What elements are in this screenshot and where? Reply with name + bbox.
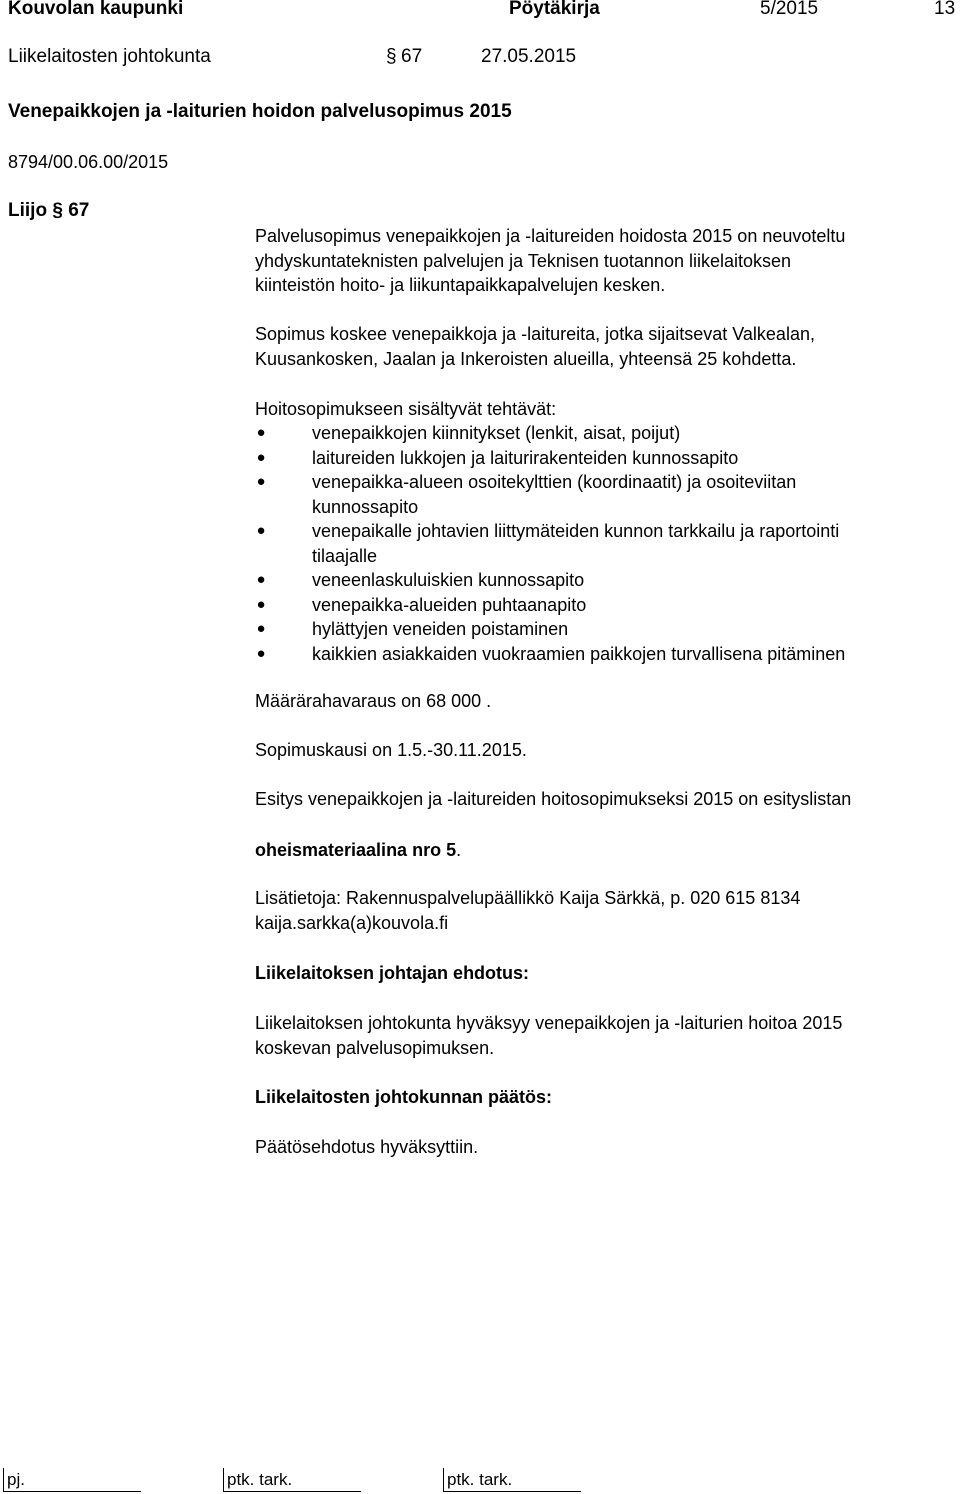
bullet-icon: ●	[256, 473, 266, 490]
bullet-icon: ●	[256, 448, 266, 466]
meeting-date: 27.05.2015	[481, 46, 577, 67]
decision-text: Päätösehdotus hyväksyttiin.	[255, 1137, 479, 1157]
proposal-heading: Liikelaitoksen johtajan ehdotus:	[255, 963, 530, 983]
proposal-line: koskevan palvelusopimuksen.	[255, 1037, 495, 1058]
checker2-signature-label: ptk. tark.	[447, 1470, 513, 1489]
signature-divider	[3, 1468, 4, 1492]
bullet-icon: ●	[256, 620, 266, 637]
bullet-icon: ●	[256, 644, 266, 662]
list-item: ● veneenlaskuluiskien kunnossapito	[255, 568, 955, 593]
attachment-ref-end: .	[456, 840, 462, 860]
proposal-line: Liikelaitoksen johtokunta hyväksyy venepaikkojen ja -laiturien hoitoa 2015	[255, 1013, 843, 1033]
tasks-list	[255, 421, 955, 666]
proposal-text	[255, 1011, 955, 1060]
tasks-intro	[255, 397, 955, 422]
list-item: ● venepaikka-alueen osoitekylttien (koordinaatit) ja osoiteviitan kunnossapito	[256, 472, 797, 517]
signature-divider	[223, 1468, 224, 1492]
section-label-prefix: Liijo	[8, 200, 48, 221]
contact-info	[255, 886, 955, 935]
section-label	[8, 199, 89, 224]
signature-divider	[443, 1468, 444, 1492]
appropriation-text: Määrärahavaraus on 68 000 .	[255, 691, 492, 711]
contract-period: Sopimuskausi on 1.5.-30.11.2015.	[255, 740, 527, 760]
paragraph-line: kiinteistön hoito- ja liikuntapaikkapalvelujen kesken.	[255, 275, 666, 295]
attachment-reference	[255, 838, 461, 863]
paragraph-scope	[255, 322, 955, 371]
list-item: ● kaikkien asiakkaiden vuokraamien paikkojen turvallisena pitäminen	[255, 642, 955, 667]
checker1-signature-line	[223, 1491, 361, 1492]
bullet-icon: ●	[256, 571, 266, 588]
bullet-icon: ●	[256, 522, 266, 539]
checker1-signature-label: ptk. tark.	[227, 1470, 293, 1489]
checker2-signature-line	[443, 1491, 581, 1492]
list-item: ● venepaikkojen kiinnitykset (lenkit, aisat, poijut)	[255, 421, 955, 446]
paragraph-intro	[255, 224, 955, 298]
record-number: 8794/00.06.00/2015	[8, 152, 169, 172]
paragraph-line: yhdyskuntateknisten palvelujen ja Teknisen tuotannon liikelaitoksen	[255, 250, 792, 271]
paragraph-line: Palvelusopimus venepaikkojen ja -laitureiden hoidosta 2015 on neuvoteltu	[255, 226, 846, 246]
attachment-line: Esitys venepaikkojen ja -laitureiden hoitosopimukseksi 2015 on esityslistan	[255, 789, 852, 809]
attachment-ref-bold: oheismateriaalina nro 5	[255, 840, 457, 860]
paragraph-line: Sopimus koskee venepaikkoja ja -laitureita, jotka sijaitsevat Valkealan,	[255, 324, 815, 344]
chair-signature-label: pj.	[7, 1470, 25, 1489]
page-number: 13	[934, 0, 956, 19]
section-label-mark: §	[52, 200, 63, 221]
section-number: 67	[401, 46, 423, 67]
bullet-icon: ●	[256, 595, 266, 613]
bullet-icon: ●	[256, 424, 266, 441]
tasks-intro-text: Hoitosopimukseen sisältyvät tehtävät:	[255, 399, 557, 419]
document-type: Pöytäkirja	[509, 0, 600, 19]
section-label-number: 67	[68, 200, 90, 221]
contact-email: kaija.sarkka(a)kouvola.fi	[255, 912, 449, 933]
list-item: ● venepaikalle johtavien liittymäteiden kunnon tarkkailu ja raportointi tilaajalle	[256, 521, 840, 566]
decision-heading: Liikelaitosten johtokunnan päätös:	[255, 1087, 553, 1107]
organization-name: Kouvolan kaupunki	[8, 0, 184, 19]
section-mark: §	[386, 46, 397, 67]
list-item: ● laitureiden lukkojen ja laiturirakenteiden kunnossapito	[255, 446, 955, 471]
chair-signature-line	[3, 1491, 141, 1492]
list-item: ● venepaikka-alueiden puhtaanapito	[255, 593, 955, 618]
document-number: 5/2015	[760, 0, 819, 19]
body-name: Liikelaitosten johtokunta	[8, 46, 211, 67]
list-item: ● hylättyjen veneiden poistaminen	[255, 617, 955, 642]
document-title: Venepaikkojen ja -laiturien hoidon palvelusopimus 2015	[8, 101, 512, 122]
paragraph-line: Kuusankosken, Jaalan ja Inkeroisten alueilla, yhteensä 25 kohdetta.	[255, 348, 797, 369]
contact-line: Lisätietoja: Rakennuspalvelupäällikkö Kaija Särkkä, p. 020 615 8134	[255, 888, 801, 908]
